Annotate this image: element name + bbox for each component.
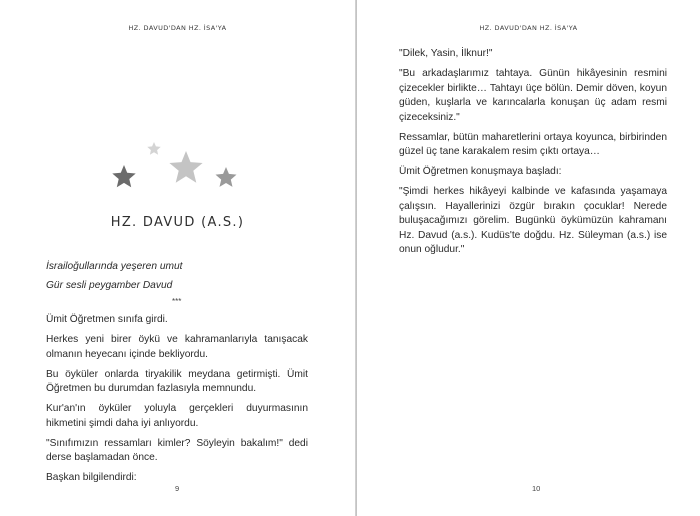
star-light-icon [147,142,160,155]
paragraph: Ressamlar, bütün maharetlerini ortaya koyunca, birbirinden güzel üç tane karakalem resim çıktı ortaya… [399,131,667,157]
paragraph: "Şimdi herkes hikâyeyi kalbinde ve kafasında yaşamaya çalışsın. Hayallerinizi özgür bırakın çocuklar! Nerede buluşacağımızı görelim. Bugünkü öykümüzün kahramanı Hz. Davud (a.s.). Kudüs'te doğdu. Hz. Süleyman (a.s.) ise onun oğludur." [399,186,667,255]
paragraph: "Bu arkadaşlarımız tahtaya. Günün hikâyesinin resmini çizecekler birlikte… Tahtayı üçe bölün. Demir döven, koyun güden, kuşlarla ve karıncalarla konuşan üç adam resmi çizeceksiniz." [399,68,667,123]
paragraph: Ümit Öğretmen konuşmaya başladı: [399,166,562,177]
paragraph: Başkan bilgilendirdi: [46,472,137,483]
star-mid-icon [216,167,237,187]
paragraph: Bu öyküler onlarda tiryakilik meydana getirmişti. Ümit Öğretmen bu durumdan fazlasıyla memnundu. [46,368,308,394]
star-large-icon [169,151,202,183]
right-page [357,0,700,516]
chapter-title: HZ. DAVUD (A.S.) [110,215,245,230]
epigraph-line: Gür sesli peygamber Davud [46,280,173,291]
paragraph: "Sınıfımızın ressamları kimler? Söyleyin bakalım!" dedi derse başlamadan önce. [46,437,308,463]
section-separator: *** [172,297,182,306]
stars-ornament [100,134,250,204]
paragraph: Herkes yeni birer öykü ve kahramanlarıyla tanışacak olmanın heyecanı içinde bekliyordu. [46,334,308,360]
paragraph: Kur'an'ın öyküler yoluyla gerçekleri duyurmasının hikmetini şimdi daha iyi anlıyordu. [46,403,308,429]
page-number-left: 9 [175,484,180,493]
star-dark-icon [112,165,135,187]
paragraph: Ümit Öğretmen sınıfa girdi. [46,314,168,325]
right-body-text [399,47,667,263]
paragraph: "Dilek, Yasin, İlknur!" [399,48,493,59]
running-head-right: HZ. DAVUD'DAN HZ. İSA'YA [479,24,578,32]
left-body-text [46,313,308,491]
running-head-left: HZ. DAVUD'DAN HZ. İSA'YA [128,24,227,32]
page-number-right: 10 [532,484,541,493]
epigraph-line: İsrailoğullarında yeşeren umut [46,261,183,272]
